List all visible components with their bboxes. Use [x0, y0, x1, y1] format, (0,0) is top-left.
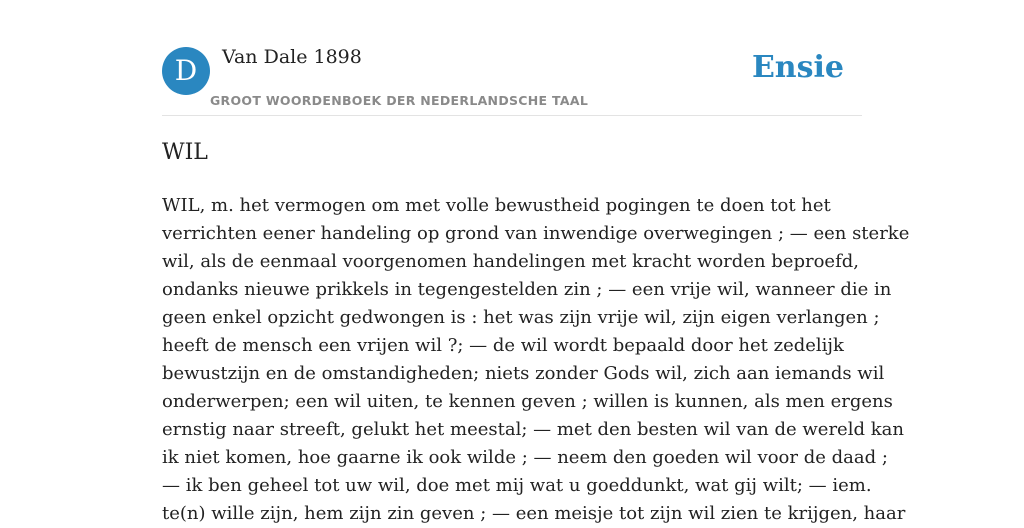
definition-line: bewustzijn en de omstandigheden; niets zonder Gods wil, zich aan iemands wil	[162, 363, 885, 384]
dictionary-subtitle: GROOT WOORDENBOEK DER NEDERLANDSCHE TAAL	[210, 93, 589, 108]
definition-line: onderwerpen; een wil uiten, te kennen geven ; willen is kunnen, als men ergens	[162, 391, 893, 412]
definition-line: wil, als de eenmaal voorgenomen handelingen met kracht worden beproefd,	[162, 251, 859, 272]
entry-headword: WIL	[162, 140, 208, 165]
dictionary-header	[162, 44, 862, 116]
definition-line: geen enkel opzicht gedwongen is : het was zijn vrije wil, zijn eigen verlangen ;	[162, 307, 880, 328]
dictionary-title[interactable]: Van Dale 1898	[222, 46, 362, 68]
definition-line: ik niet komen, hoe gaarne ik ook wilde ; — neem den goeden wil voor de daad ;	[162, 447, 888, 468]
definition-line: ondanks nieuwe prikkels in tegengestelden zin ; — een vrije wil, wanneer die in	[162, 279, 892, 300]
dictionary-avatar[interactable]: D	[162, 47, 210, 95]
entry-definition	[162, 192, 910, 528]
definition-line: WIL, m. het vermogen om met volle bewustheid pogingen te doen tot het	[162, 195, 831, 216]
definition-line: ernstig naar streeft, gelukt het meestal; — met den besten wil van de wereld kan	[162, 419, 904, 440]
definition-line: heeft de mensch een vrijen wil ?; — de wil wordt bepaald door het zedelijk	[162, 335, 844, 356]
definition-line: — ik ben geheel tot uw wil, doe met mij wat u goeddunkt, wat gij wilt; — iem.	[162, 475, 872, 496]
definition-line: verrichten eener handeling op grond van inwendige overwegingen ; — een sterke	[162, 223, 910, 244]
ensie-logo[interactable]: Ensie	[751, 50, 844, 85]
definition-line: te(n) wille zijn, hem zijn zin geven ; — een meisje tot zijn wil zien te krijgen, haar	[162, 503, 906, 524]
